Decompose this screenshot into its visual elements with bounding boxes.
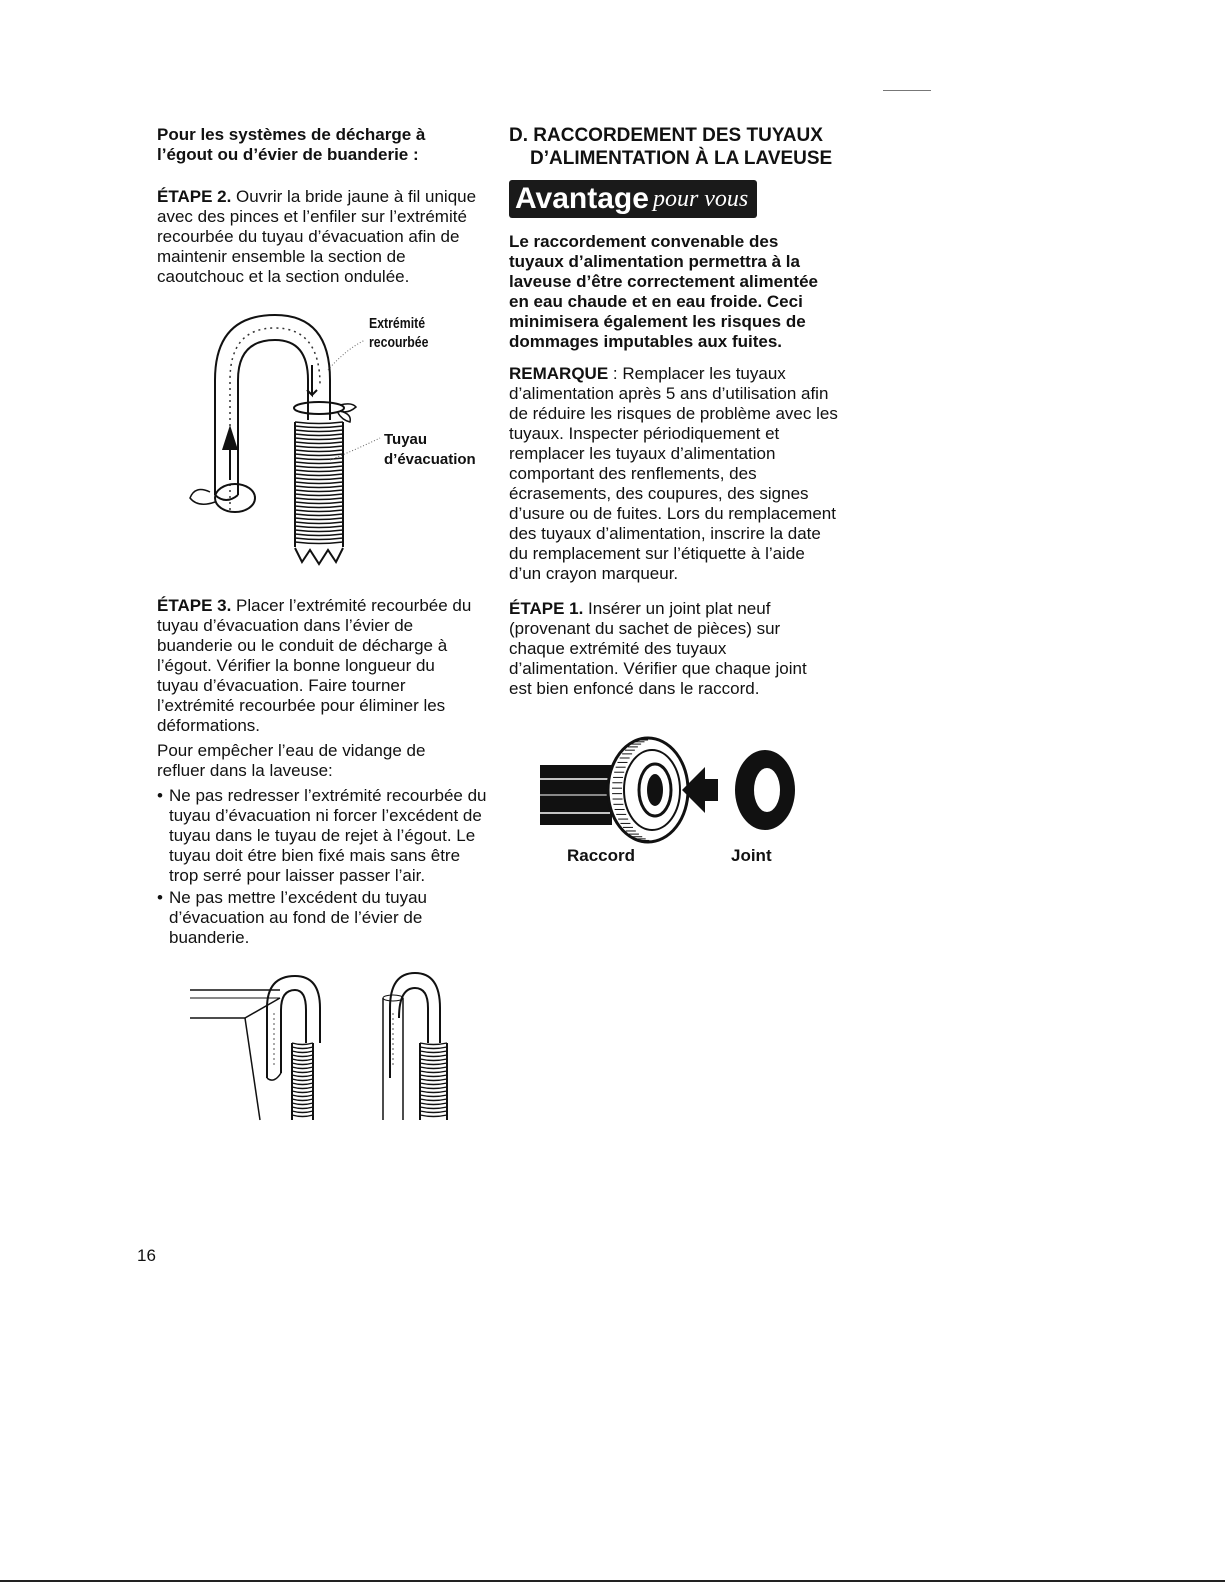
hose-ridge	[295, 426, 343, 428]
hose-ridge	[295, 498, 343, 500]
note-text: : Remplacer les tuyaux d’alimentation après 5 ans d’utilisation afin de réduire les risques de problème avec les tuyaux. Inspecter périodiquement et remplacer les tuyaux d’alimentation comportant des renflements, des écrasements, des coupures, des signes d’usure ou de fuites. Lors du remplacement des tuyaux d’alimentation, inscrire la date du remplacement sur l’étiquette à l’aide d’un crayon marqueur.	[509, 364, 838, 583]
hose-ridge	[292, 1071, 313, 1073]
hose-ridge	[292, 1107, 313, 1109]
right-heading-line2: D’ALIMENTATION À LA LAVEUSE	[530, 148, 833, 169]
hose-ridge	[292, 1063, 313, 1065]
hose-ridge	[420, 1111, 447, 1113]
footer-rule	[0, 1580, 1225, 1582]
hose-ridge	[295, 438, 343, 440]
page-number: 16	[137, 1246, 156, 1265]
left-heading: Pour les systèmes de décharge à l’égout ou d’évier de buanderie :	[157, 125, 426, 164]
hose-ridge	[292, 1047, 313, 1049]
fig1-label-a: Extrémité	[369, 315, 426, 332]
hose-ridge	[292, 1059, 313, 1061]
hose-ridge	[292, 1051, 313, 1053]
hose-ridge	[295, 510, 343, 512]
hose-ridge	[292, 1055, 313, 1057]
hose-ridge	[295, 458, 343, 460]
hose-ridge	[295, 478, 343, 480]
flow-arrow-up-icon	[222, 425, 238, 450]
corrugated-hose	[295, 422, 343, 564]
hose-ridge	[420, 1063, 447, 1065]
bullet-item: • Ne pas mettre l’excédent du tuyau d’évacuation au fond de l’évier de buanderie.	[157, 888, 487, 948]
hose-ridge	[295, 502, 343, 504]
hose-ridge	[420, 1087, 447, 1089]
hose-ridge	[295, 454, 343, 456]
hose-cut-end	[295, 548, 343, 564]
hose-ridge	[292, 1079, 313, 1081]
hose-ridge	[295, 430, 343, 432]
hose-ridge	[295, 486, 343, 488]
step1-paragraph	[509, 599, 829, 699]
fig1-label-c: Tuyau	[384, 431, 428, 448]
hose-ridge	[295, 526, 343, 528]
clamp-fitted	[294, 402, 344, 414]
fig1-label-b: recourbée	[369, 334, 429, 351]
hose-ridge	[295, 522, 343, 524]
hose-ridge	[292, 1095, 313, 1097]
sink-corrugated-hose	[292, 1043, 313, 1120]
hose-ridge	[420, 1067, 447, 1069]
step2-text: Ouvrir la bride jaune à fil unique avec des pinces et l’enfiler sur l’extrémité recourbée du tuyau d’évacuation afin de maintenir ensemble la section de caoutchouc et la section ondulée.	[157, 187, 477, 286]
hose-ridge	[295, 482, 343, 484]
prevent-bullets	[157, 786, 487, 950]
badge-main: Avantage	[515, 182, 649, 215]
hose-ridge	[292, 1087, 313, 1089]
hose-ridge	[295, 538, 343, 540]
hose-ridge	[292, 1103, 313, 1105]
hose-ridge	[420, 1055, 447, 1057]
hose-ridge	[295, 542, 343, 544]
hose-ridge	[420, 1047, 447, 1049]
avantage-badge	[509, 180, 757, 218]
hose-ridge	[295, 434, 343, 436]
hose-ridge	[292, 1083, 313, 1085]
right-heading-line1: D. RACCORDEMENT DES TUYAUX	[509, 125, 823, 146]
hose-ridge	[420, 1103, 447, 1105]
hose-ridge	[295, 450, 343, 452]
fig1-label-d: d’évacuation	[384, 451, 476, 468]
hose-ridge	[292, 1075, 313, 1077]
hose-ridge	[420, 1083, 447, 1085]
hose-ridge	[420, 1091, 447, 1093]
hose-ridge	[292, 1111, 313, 1113]
step1-label: ÉTAPE 1.	[509, 599, 584, 618]
hose-ridge	[420, 1099, 447, 1101]
hose-ridge	[420, 1043, 447, 1045]
step3-paragraph	[157, 596, 477, 736]
hose-ridge	[292, 1115, 313, 1117]
prevent-intro: Pour empêcher l’eau de vidange de refluer dans la laveuse:	[157, 741, 426, 780]
hose-ridge	[295, 442, 343, 444]
hose-ridge	[420, 1107, 447, 1109]
step3-text: Placer l’extrémité recourbée du tuyau d’évacuation dans l’évier de buanderie ou le conduit de décharge à l’égout. Vérifier la bonne longueur du tuyau d’évacuation. Faire tourner l’extrémité recourbée pour éliminer les déformations.	[157, 596, 472, 735]
hose-ridge	[295, 470, 343, 472]
hose-ridge	[292, 1067, 313, 1069]
hose-ridge	[420, 1075, 447, 1077]
note-paragraph	[509, 364, 839, 584]
right-intro: Le raccordement convenable des tuyaux d’alimentation permettra à la laveuse d’être correctement alimentée en eau chaude et en eau froide. Ceci minimisera également les risques de dommages imputables aux fuites.	[509, 232, 818, 351]
hose-ridge	[295, 466, 343, 468]
hose-ridge	[420, 1115, 447, 1117]
hose-ridge	[295, 518, 343, 520]
hose-ridge	[295, 462, 343, 464]
hose-ridge	[295, 422, 343, 424]
fig-label-joint: Joint	[731, 846, 772, 865]
fig-label-raccord: Raccord	[567, 846, 636, 865]
hose-ridge	[295, 534, 343, 536]
hose-ridge	[295, 494, 343, 496]
step2-paragraph	[157, 187, 482, 287]
bullet-item: • Ne pas redresser l’extrémité recourbée du tuyau d’évacuation ni forcer l’excédent de tuyau dans le tuyau de rejet à l’égout. Le tuyau doit étre bien fixé mais sans être trop serré pour laisser passer l’air.	[157, 786, 487, 886]
sink-installation-figure	[185, 968, 465, 1123]
badge-sub: pour vous	[652, 185, 749, 212]
hose-ridge	[420, 1079, 447, 1081]
note-label: REMARQUE	[509, 364, 609, 383]
coupling-washer-figure	[540, 735, 810, 845]
standpipe-corrugated-hose	[420, 1043, 447, 1120]
drain-hose-figure	[180, 310, 490, 570]
step3-label: ÉTAPE 3.	[157, 596, 232, 615]
hose-ridge	[292, 1099, 313, 1101]
step1-text: Insérer un joint plat neuf (provenant du sachet de pièces) sur chaque extrémité des tuyaux d’alimentation. Vérifier que chaque joint est bien enfoncé dans le raccord.	[509, 599, 807, 698]
hose-hook-inner	[238, 340, 308, 495]
header-rule	[883, 90, 931, 91]
hose-ridge	[292, 1091, 313, 1093]
hose-ridge	[292, 1043, 313, 1045]
right-heading	[509, 124, 849, 170]
hose-ridge	[295, 506, 343, 508]
hose-ridge	[295, 530, 343, 532]
hose-ridge	[295, 514, 343, 516]
hose-ridge	[295, 446, 343, 448]
hose-ridge	[295, 490, 343, 492]
hose-ridge	[420, 1059, 447, 1061]
step2-label: ÉTAPE 2.	[157, 187, 232, 206]
hose-ridge	[420, 1071, 447, 1073]
hose-ridge	[420, 1095, 447, 1097]
hose-ridge	[295, 474, 343, 476]
hose-ridge	[420, 1051, 447, 1053]
